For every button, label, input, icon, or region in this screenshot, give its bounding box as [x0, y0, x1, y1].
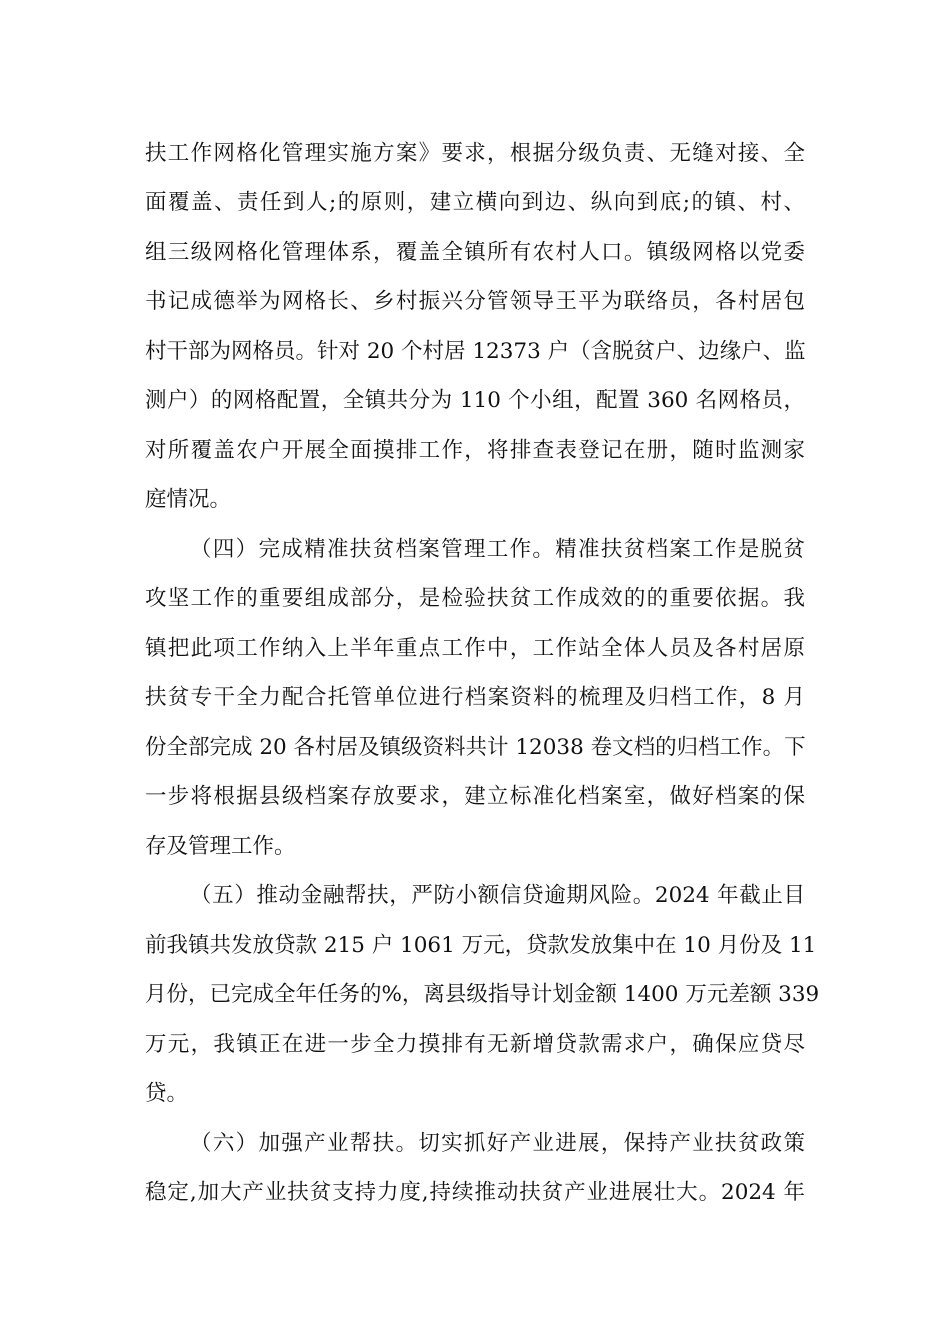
text-line: 书记成德举为网格长、乡村振兴分管领导王平为联络员，各村居包 [145, 289, 805, 314]
text-line: 贷。 [145, 1081, 189, 1106]
text-line: 村干部为网格员。针对 20 个村居 12373 户（含脱贫户、边缘户、监 [145, 339, 806, 364]
text-line: 扶贫专干全力配合托管单位进行档案资料的梳理及归档工作，8 月 [145, 685, 805, 710]
text-line: 扶工作网格化管理实施方案》要求，根据分级负责、无缝对接、全 [145, 141, 805, 166]
text-line: 攻坚工作的重要组成部分，是检验扶贫工作成效的的重要依据。我 [145, 586, 805, 611]
text-line: 月份，已完成全年任务的%，离县级指导计划金额 1400 万元差额 339 [145, 982, 820, 1007]
text-line: 万元，我镇正在进一步全力摸排有无新增贷款需求户，确保应贷尽 [145, 1032, 805, 1057]
text-line: 对所覆盖农户开展全面摸排工作，将排查表登记在册，随时监测家 [145, 438, 805, 463]
text-line: 镇把此项工作纳入上半年重点工作中，工作站全体人员及各村居原 [145, 636, 805, 661]
paragraph-heading-6: （六）加强产业帮扶。切实抓好产业进展，保持产业扶贫政策 [190, 1131, 805, 1156]
text-line: 测户）的网格配置，全镇共分为 110 个小组，配置 360 名网格员， [145, 388, 805, 413]
paragraph-heading-4: （四）完成精准扶贫档案管理工作。精准扶贫档案工作是脱贫 [190, 537, 805, 562]
text-line: 一步将根据县级档案存放要求，建立标准化档案室，做好档案的保 [145, 784, 805, 809]
paragraph-heading-5: （五）推动金融帮扶，严防小额信贷逾期风险。2024 年截止目 [190, 883, 805, 908]
text-line: 面覆盖、责任到人;的原则，建立横向到边、纵向到底;的镇、村、 [145, 190, 805, 215]
text-line: 份全部完成 20 各村居及镇级资料共计 12038 卷文档的归档工作。下 [145, 735, 806, 760]
text-line: 组三级网格化管理体系，覆盖全镇所有农村人口。镇级网格以党委 [145, 240, 805, 265]
text-line: 前我镇共发放贷款 215 户 1061 万元，贷款发放集中在 10 月份及 11 [145, 933, 817, 958]
text-line: 庭情况。 [145, 487, 232, 512]
text-line: 稳定,加大产业扶贫支持力度,持续推动扶贫产业进展壮大。2024 年 [145, 1180, 805, 1205]
text-line: 存及管理工作。 [145, 834, 296, 859]
